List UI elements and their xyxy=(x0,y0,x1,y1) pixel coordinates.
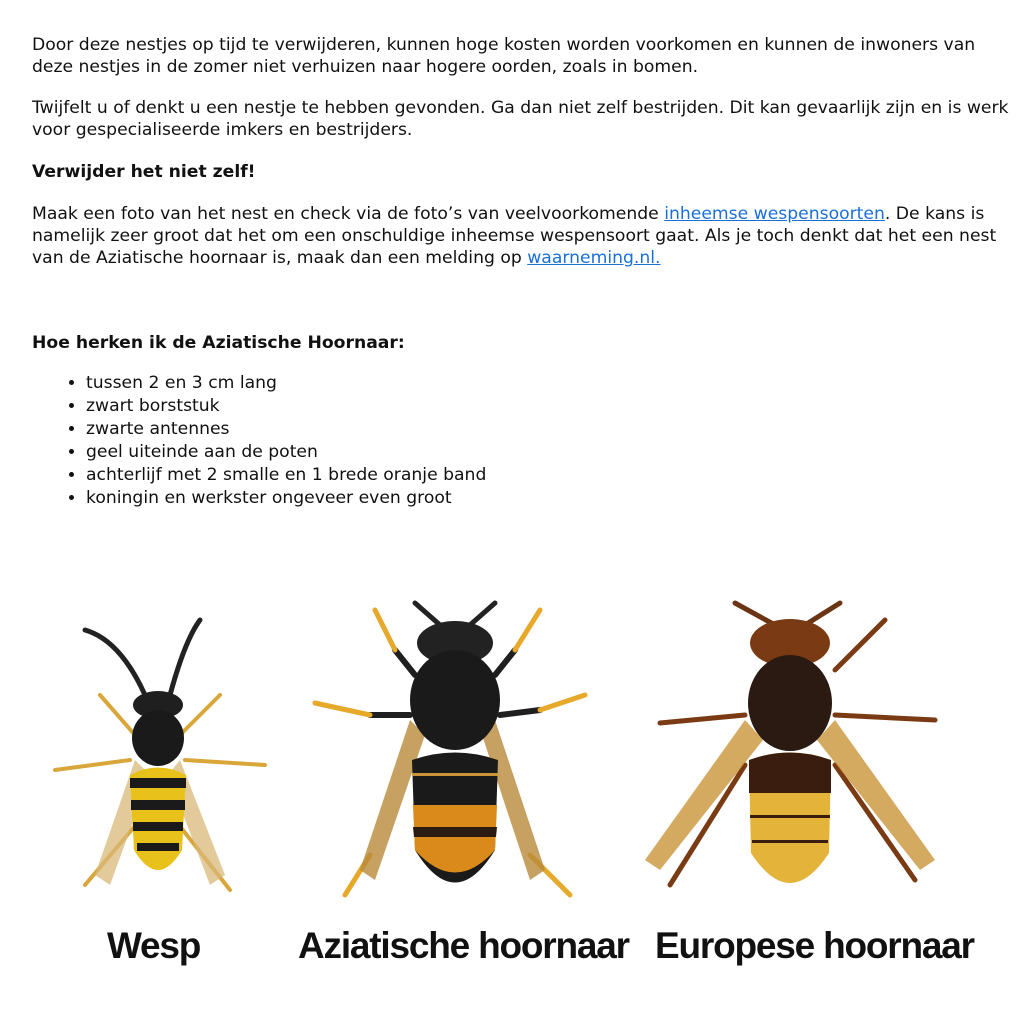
list-item: • zwarte antennes xyxy=(86,418,486,441)
check-paragraph xyxy=(32,203,1012,269)
asian-hornet-illustration xyxy=(300,595,600,915)
european-hornet-illustration xyxy=(635,595,955,915)
check-text-middle: . De kans is namelijk zeer groot dat het om een onschuldige inheemse wespensoort gaat. Als je toch denkt dat het een nest van de Aziatische hoornaar is, maak dan een melding op xyxy=(32,204,997,268)
doubt-paragraph: Twijfelt u of denkt u een nestje te hebben gevonden. Ga dan niet zelf bestrijden. Dit kan gevaarlijk zijn en is werk voor gespecialiseerde imkers en bestrijders. xyxy=(32,98,1009,140)
list-item: • zwart borststuk xyxy=(86,395,486,418)
list-item: • tussen 2 en 3 cm lang xyxy=(86,372,486,395)
list-item: • geel uiteinde aan de poten xyxy=(86,441,486,464)
comparison-image xyxy=(40,590,980,1000)
native-wasp-species-link[interactable]: inheemse wespensoorten xyxy=(664,204,885,224)
check-text-before: Maak een foto van het nest en check via de foto’s van veelvoorkomende xyxy=(32,204,665,224)
waarneming-link[interactable]: waarneming.nl. xyxy=(527,248,661,268)
warning-heading: Verwijder het niet zelf! xyxy=(32,162,256,182)
label-european-hornet: Europese hoornaar xyxy=(655,925,974,966)
intro-paragraph: Door deze nestjes op tijd te verwijderen, kunnen hoge kosten worden voorkomen en kunnen de inwoners van deze nestjes in de zomer niet verhuizen naar hogere oorden, zoals in bomen. xyxy=(32,35,976,77)
recognition-list xyxy=(32,372,486,510)
list-item: • achterlijf met 2 smalle en 1 brede oranje band xyxy=(86,464,486,487)
recognition-heading: Hoe herken ik de Aziatische Hoornaar: xyxy=(32,333,405,353)
label-wasp: Wesp xyxy=(107,925,201,966)
wasp-illustration xyxy=(50,600,270,900)
label-asian-hornet: Aziatische hoornaar xyxy=(298,925,629,966)
list-item: • koningin en werkster ongeveer even groot xyxy=(86,487,486,510)
